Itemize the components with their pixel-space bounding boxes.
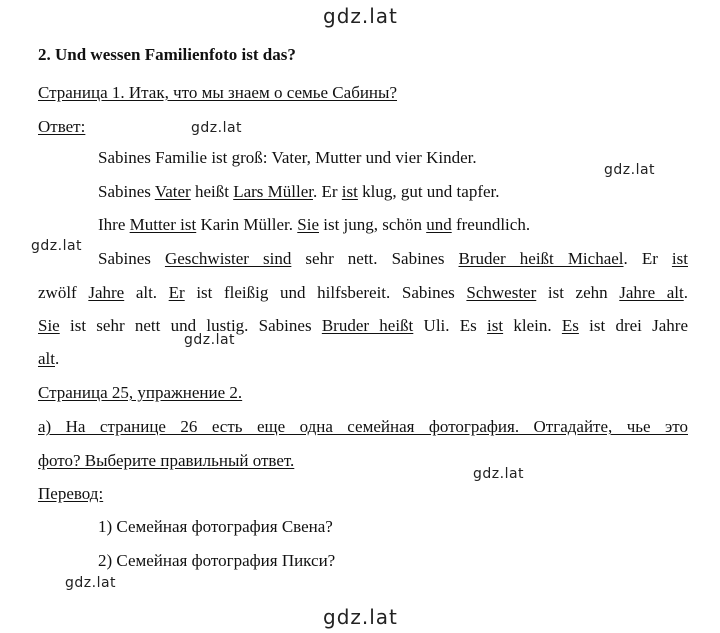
underlined-segment: Bruder heißt: [321, 316, 414, 335]
underlined-segment: alt: [38, 349, 55, 368]
text-segment: ist jung, schön: [319, 215, 427, 234]
underlined-segment: Es: [561, 316, 579, 335]
underlined-segment: Sie: [38, 316, 60, 335]
text-segment: Karin Müller.: [196, 215, 298, 234]
page1-heading: Страница 1. Итак, что мы знаем о семье Сабины?: [38, 83, 398, 102]
underlined-segment: Er: [168, 283, 185, 302]
underlined-segment: Geschwister sind: [164, 249, 292, 268]
text-segment: Uli. Es: [413, 316, 488, 335]
watermark-bottom: gdz.lat: [323, 605, 398, 629]
story-line-2: [98, 182, 500, 202]
story-line-3: [98, 215, 530, 235]
text-segment: ist fleißig und hilfsbereit. Sabines: [184, 283, 467, 302]
task-a-line-2: фото? Выберите правильный ответ.: [38, 451, 295, 470]
underlined-segment: ist: [341, 182, 358, 201]
underlined-segment: Lars Müller: [233, 182, 313, 201]
text-segment: . Er: [623, 249, 672, 268]
translation-label: Перевод:: [38, 484, 104, 503]
story-line-5: [38, 283, 688, 303]
text-segment: ist zehn: [536, 283, 620, 302]
underlined-segment: Mutter ist: [129, 215, 197, 234]
underlined-segment: ist: [671, 249, 688, 268]
watermark-1: gdz.lat: [191, 120, 243, 136]
underlined-segment: Bruder heißt Michael: [458, 249, 624, 268]
text-segment: heißt: [190, 182, 234, 201]
underlined-segment: ist: [487, 316, 504, 335]
story-line-7: [38, 349, 59, 369]
underlined-segment: Sie: [297, 215, 319, 234]
text-segment: klein.: [503, 316, 562, 335]
page25-heading: Страница 25, упражнение 2.: [38, 383, 243, 402]
text-segment: Sabines: [98, 182, 155, 201]
option-1: 1) Семейная фотография Свена?: [98, 517, 333, 536]
watermark-6: gdz.lat: [65, 575, 117, 591]
text-segment: .: [55, 349, 60, 368]
text-segment: ist drei Jahre: [578, 316, 689, 335]
underlined-segment: Jahre: [88, 283, 125, 302]
text-segment: Ihre: [98, 215, 130, 234]
task-a-line-1: а) На странице 26 есть еще одна семейная фотография. Отгадайте, чье это: [38, 417, 688, 436]
text-segment: Sabines: [98, 249, 165, 268]
text-segment: alt.: [124, 283, 169, 302]
watermark-4: gdz.lat: [184, 332, 236, 348]
text-segment: . Er: [313, 182, 342, 201]
answer-label: Ответ:: [38, 117, 86, 136]
text-segment: zwölf: [38, 283, 89, 302]
underlined-segment: Vater: [154, 182, 191, 201]
underlined-segment: Schwester: [466, 283, 537, 302]
watermark-5: gdz.lat: [473, 466, 525, 482]
option-2: 2) Семейная фотография Пикси?: [98, 551, 336, 570]
text-segment: .: [683, 283, 688, 302]
watermark-3: gdz.lat: [31, 238, 83, 254]
exercise-title: 2. Und wessen Familienfoto ist das?: [38, 45, 296, 64]
underlined-segment: Jahre alt: [619, 283, 684, 302]
watermark-2: gdz.lat: [604, 162, 656, 178]
text-segment: ist sehr nett und lustig. Sabines: [59, 316, 322, 335]
story-line-6: [38, 316, 688, 336]
text-segment: freundlich.: [451, 215, 531, 234]
story-line-1: Sabines Familie ist groß: Vater, Mutter und vier Kinder.: [98, 148, 477, 167]
underlined-segment: und: [426, 215, 452, 234]
text-segment: klug, gut und tapfer.: [357, 182, 500, 201]
story-line-4: [98, 249, 688, 269]
text-segment: sehr nett. Sabines: [291, 249, 459, 268]
watermark-top: gdz.lat: [323, 4, 398, 28]
